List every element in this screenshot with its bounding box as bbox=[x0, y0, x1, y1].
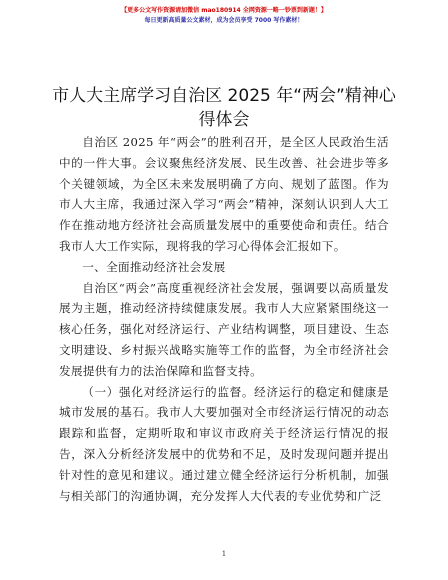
promo-banner bbox=[0, 6, 448, 26]
intro-paragraph: 自治区 2025 年“两会”的胜利召开，是全区人民政治生活中的一件大事。会议聚焦经济发展、民生改善、社会进步等多个关键领域，为全区未来发展明确了方向、规划了蓝图。作为市人大主席，我通过深入学习“两会”精神，深刻认识到人大工作在推动地方经济社会高质量发展中的重要使命和责任。结合我市人大工作实际，现将我的学习心得体会汇报如下。 bbox=[59, 135, 389, 253]
page-number: 1 bbox=[221, 550, 227, 558]
promo-banner-line-1: 【更多公文写作资源请加微信 mao180914 全网资源一略一钞票到新题！】 bbox=[121, 7, 327, 14]
document-title: 市人大主席学习自治区 2025 年“两会”精神心得体会 bbox=[52, 86, 396, 130]
subsection-paragraph: （一）强化对经济运行的监督。经济运行的稳定和健康是城市发展的基石。我市人大要加强对全市经济运行情况的动态跟踪和监督，定期听取和审议市政府关于经济运行情况的报告，深入分析经济发展中的优势和不足，及时发现问题并提出针对性的意见和建议。通过建立健全经济运行分析机制，加强与相关部门的沟通协调，充分发挥人大代表的专业优势和广泛 bbox=[59, 384, 389, 503]
section-heading: 一、全面推动经济社会发展 bbox=[82, 259, 226, 274]
section-paragraph: 自治区“两会”高度重视经济社会发展，强调要以高质量发展为主题，推动经济持续健康发展。我市人大应紧紧围绕这一核心任务，强化对经济运行、产业结构调整，项目建设、生态文明建设、乡村振兴战略实施等工作的监督，为全市经济社会发展提供有力的法治保障和监督支持。 bbox=[59, 280, 389, 378]
promo-banner-line-2: 每日更新高质量公文素材，成为会员享受 7000 写作素材！ bbox=[144, 17, 304, 24]
document-body bbox=[59, 132, 389, 506]
